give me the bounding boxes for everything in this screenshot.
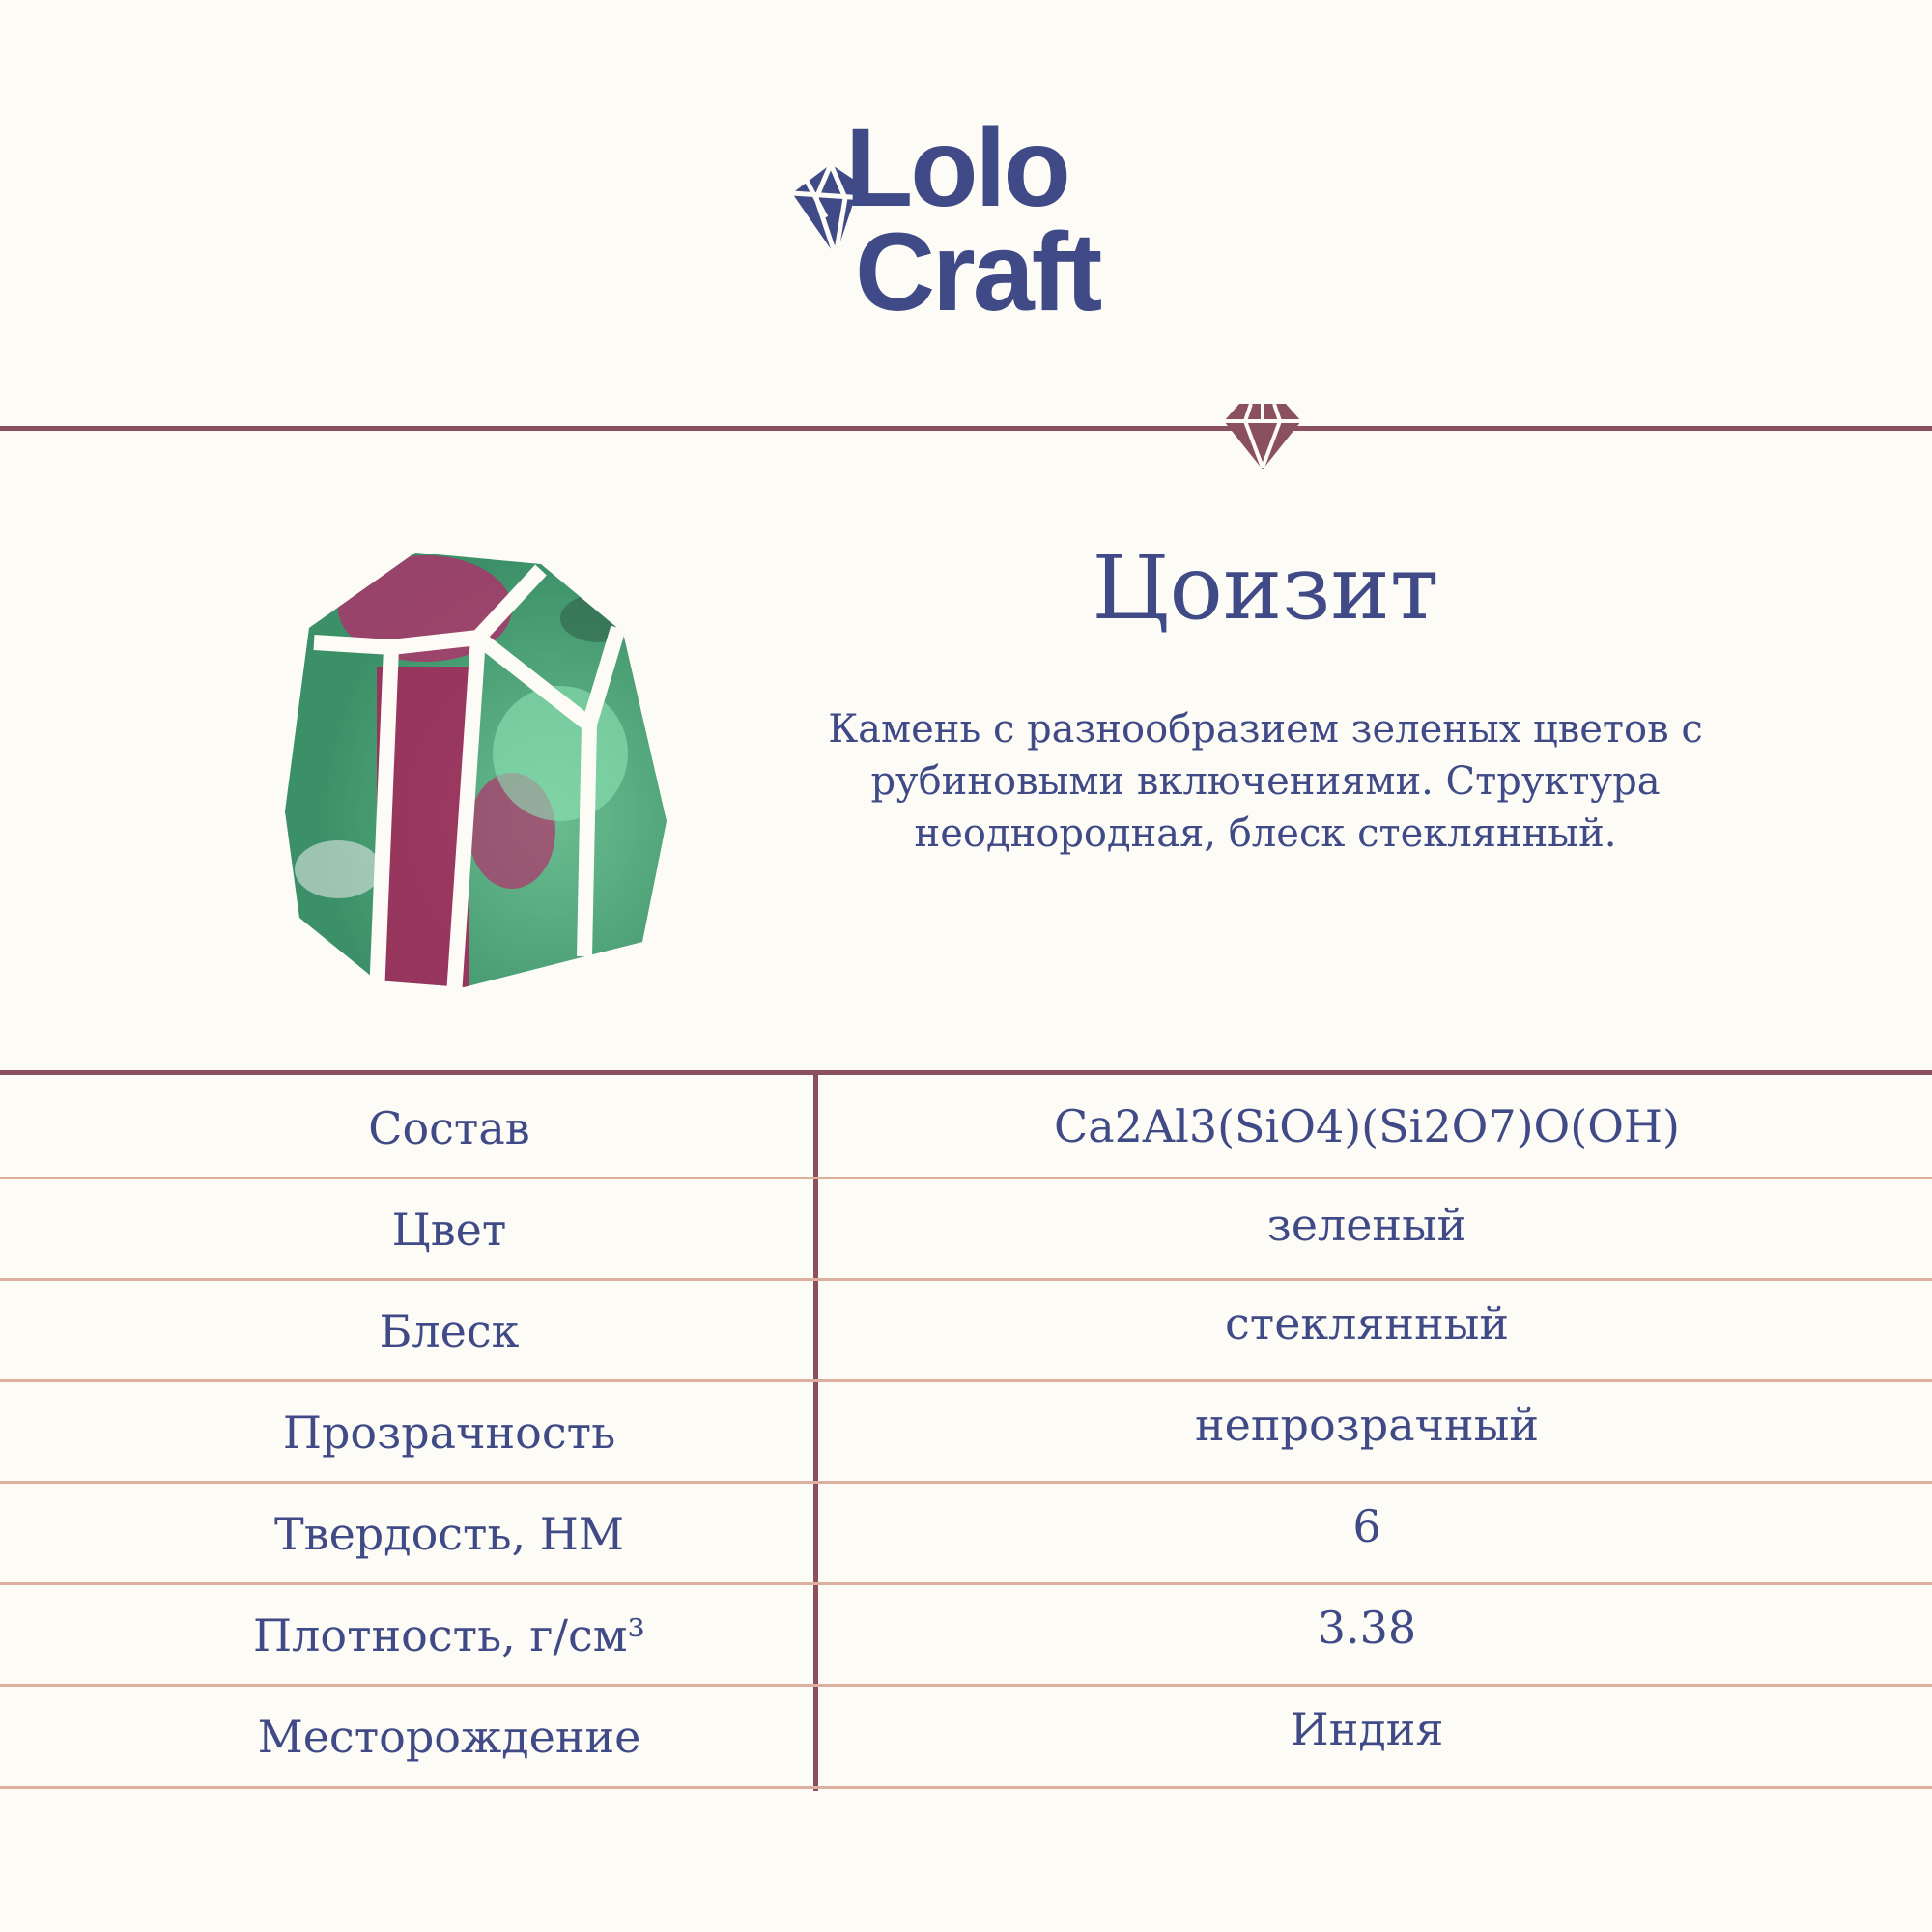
property-value: Ca2Al3(SiO4)(Si2O7)O(OH) xyxy=(1054,1100,1680,1152)
brand-logo xyxy=(845,106,1164,334)
property-label: Месторождение xyxy=(257,1711,641,1763)
property-value: Индия xyxy=(1290,1703,1444,1755)
row-divider xyxy=(0,1684,1932,1687)
property-label: Блеск xyxy=(379,1305,520,1357)
row-divider xyxy=(0,1786,1932,1789)
diamond-divider-icon xyxy=(1224,404,1301,469)
property-label: Прозрачность xyxy=(282,1406,616,1459)
row-divider xyxy=(0,1177,1932,1179)
property-label: Цвет xyxy=(391,1204,507,1256)
brand-line-2: Craft xyxy=(855,211,1100,334)
property-label: Твердость, НМ xyxy=(274,1508,624,1560)
property-label: Плотность, г/см³ xyxy=(253,1609,645,1662)
property-value: стеклянный xyxy=(1224,1297,1509,1350)
property-value: 3.38 xyxy=(1317,1602,1417,1654)
row-divider xyxy=(0,1278,1932,1281)
stone-description: Камень с разнообразием зеленых цветов с рубиновыми включениями. Структура неоднородная, блеск стеклянный. xyxy=(828,707,1703,856)
row-divider xyxy=(0,1582,1932,1585)
zoisite-stone-image xyxy=(280,551,667,995)
stone-title: Цоизит xyxy=(1092,536,1439,639)
property-value: зеленый xyxy=(1266,1199,1467,1251)
section-divider xyxy=(0,426,1932,431)
property-label: Состав xyxy=(368,1102,530,1154)
brand-line-1: Lolo xyxy=(845,106,1068,230)
property-value: 6 xyxy=(1352,1500,1381,1552)
table-top-border xyxy=(0,1070,1932,1075)
property-value: непрозрачный xyxy=(1195,1399,1539,1451)
row-divider xyxy=(0,1379,1932,1382)
row-divider xyxy=(0,1481,1932,1484)
